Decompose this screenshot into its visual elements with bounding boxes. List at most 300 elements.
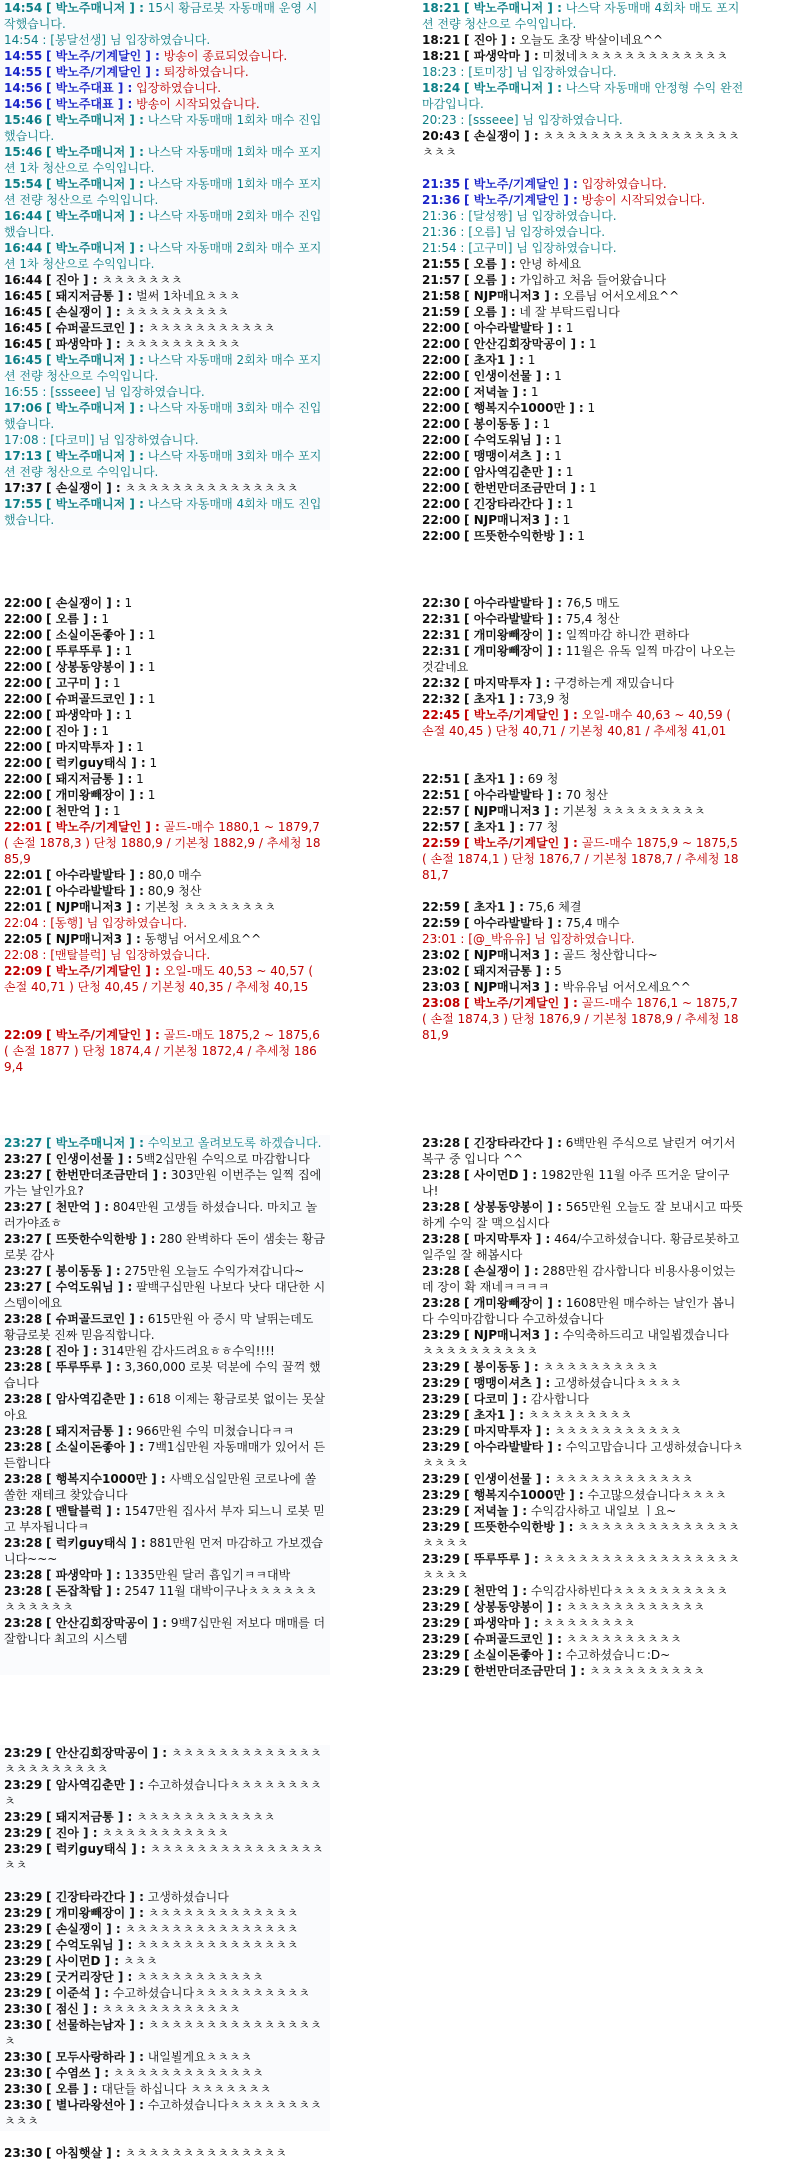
message-sender: [ 박노주/기계달인 ] :: [46, 1028, 160, 1042]
message-time: 23:27: [4, 1136, 43, 1150]
message-text: ㅊㅊㅊㅊㅊㅊㅊㅊㅊㅊㅊㅊㅊㅊ: [132, 1938, 299, 1952]
message-time: 23:29: [422, 1488, 461, 1502]
chat-message: [422, 1615, 744, 1631]
message-text: 방송이 종료되었습니다.: [159, 49, 288, 63]
message-sender: [ 마지막투자 ] :: [464, 676, 551, 690]
message-sender: [ 박노주매니저 ] :: [46, 401, 144, 415]
message-time: 23:29: [422, 1504, 461, 1518]
message-sender: [ 초자1 ] :: [464, 820, 524, 834]
chat-message: 17:08 : [다코미] 님 입장하였습니다.: [4, 433, 199, 447]
message-time: 14:56: [4, 81, 43, 95]
message-time: 23:29: [4, 1826, 43, 1840]
message-text: ㅊㅊㅊㅊㅊㅊㅊㅊㅊㅊㅊㅊ: [132, 1810, 276, 1824]
chat-message: [4, 899, 326, 915]
message-sender: [ 이준석 ] :: [46, 1986, 110, 2000]
message-sender: [ 맨탈블럭 ] :: [46, 1504, 121, 1518]
message-sender: [ 마지막투자 ] :: [464, 1424, 551, 1438]
chat-message: [4, 1359, 326, 1391]
chat-message: [422, 1407, 744, 1423]
chat-message: [4, 1583, 326, 1615]
chat-message: [422, 1375, 744, 1391]
chat-message: [422, 707, 744, 739]
message-time: 22:00: [4, 772, 43, 786]
chat-message: [422, 1135, 744, 1167]
message-time: 22:00: [422, 369, 461, 383]
chat-message: [4, 48, 326, 64]
chat-message: [4, 1985, 326, 2001]
message-text: 280 완벽하다 돈이 샘솟는 황금로봇 감사: [4, 1232, 325, 1262]
chat-message: [422, 1391, 744, 1407]
message-time: 23:30: [4, 2050, 43, 2064]
message-time: 22:31: [422, 612, 461, 626]
message-text: 1: [143, 692, 156, 706]
spacer: [422, 755, 744, 771]
message-time: 22:05: [4, 932, 43, 946]
chat-message: [4, 1503, 326, 1535]
chat-message: [422, 1439, 744, 1471]
message-text: 76,5 매도: [561, 596, 620, 610]
message-sender: [ 초자1 ] :: [464, 772, 524, 786]
message-time: 22:01: [4, 868, 43, 882]
message-time: 23:27: [4, 1152, 43, 1166]
message-text: ㅊㅊㅊㅊㅊㅊㅊㅊㅊㅊㅊㅊ: [97, 2002, 241, 2016]
message-time: 23:03: [422, 980, 461, 994]
message-sender: [ 박노주/기계달인 ] :: [464, 836, 578, 850]
message-time: 22:31: [422, 644, 461, 658]
message-sender: [ NJP매니저3 ] :: [46, 932, 141, 946]
message-time: 21:55: [422, 257, 461, 271]
message-text: 골드-매도 1875,2 ~ 1875,6 ( 손절 1877 ) 단청 1874,4 / 기본청 1872,4 / 추세청 1869,4: [4, 1028, 320, 1074]
message-sender: [ 박노주/기계달인 ] :: [464, 996, 578, 1010]
message-text: 1: [132, 740, 144, 754]
message-time: 23:01: [422, 932, 457, 946]
chat-message: [422, 595, 744, 611]
chat-message: [422, 1327, 744, 1359]
chat-message: [4, 1279, 326, 1311]
message-sender: [ 수억도워님 ] :: [46, 1938, 133, 1952]
message-sender: [ 뜨뜻한수익한방 ] :: [46, 1232, 156, 1246]
chat-message: [422, 512, 744, 528]
message-text: ㅊㅊㅊㅊㅊㅊㅊㅊㅊㅊㅊ: [550, 1424, 682, 1438]
chat-message: [422, 643, 744, 675]
message-sender: [ 굿거리장단 ] :: [46, 1970, 133, 1984]
message-sender: [ 소실이돈좋아 ] :: [46, 1440, 144, 1454]
message-text: 고생하셨습니다: [143, 1890, 229, 1904]
message-time: 22:00: [422, 321, 461, 335]
message-sender: [ 초자1 ] :: [464, 900, 524, 914]
message-text: 방송이 시작되었습니다.: [132, 97, 260, 111]
chat-message: [4, 739, 326, 755]
chat-message: [422, 1631, 744, 1647]
message-sender: [ 천만억 ] :: [46, 1200, 110, 1214]
message-sender: [ 뜨뜻한수익한방 ] :: [464, 529, 574, 543]
chat-message: [4, 643, 326, 659]
chat-message: 20:23 : [ssseee] 님 입장하였습니다.: [422, 113, 623, 127]
chat-message: [422, 1663, 744, 1679]
chat-message: [422, 1647, 744, 1663]
message-text: 입장하였습니다.: [577, 177, 667, 191]
chat-message: [422, 528, 744, 544]
message-text: ㅊㅊㅊㅊㅊㅊㅊㅊㅊㅊ: [538, 1360, 659, 1374]
message-text: ㅊㅊㅊㅊㅊㅊㅊㅊㅊㅊ: [120, 337, 241, 351]
message-sender: [ NJP매니저3 ] :: [464, 1328, 559, 1342]
message-sender: [ 봉이동동 ] :: [464, 1360, 539, 1374]
message-sender: [ 안산김회장막공이 ] :: [464, 337, 586, 351]
message-sender: [ 맹맹이셔츠 ] :: [464, 1376, 551, 1390]
message-sender: [ 손실쟁이 ] :: [46, 481, 121, 495]
chat-message: [422, 835, 744, 883]
message-sender: [ 긴장타라간다 ] :: [464, 1136, 562, 1150]
message-sender: [ 박노주매니저 ] :: [46, 113, 144, 127]
message-time: 22:00: [422, 337, 461, 351]
message-text: 1: [109, 676, 121, 690]
chat-message: [422, 128, 744, 160]
message-text: 11월은 유독 일찍 마감이 나오는것같네요: [422, 644, 736, 674]
message-text: 안녕 하세요: [515, 257, 582, 271]
message-text: 1: [561, 465, 574, 479]
chat-message: [4, 931, 326, 947]
chat-message: [4, 1343, 326, 1359]
message-text: 1: [120, 644, 133, 658]
message-text: 고생하셨습니다ㅊㅊㅊㅊ: [550, 1376, 682, 1390]
message-text: 1: [561, 497, 574, 511]
chat-message: [4, 1151, 326, 1167]
chat-panel-5: [0, 1135, 330, 1675]
message-sender: [ 진아 ] :: [46, 1826, 98, 1840]
message-text: 73,9 청: [523, 692, 570, 706]
message-sender: [ 뚜루뚜루 ] :: [46, 644, 121, 658]
message-text: 감사합니다: [527, 1392, 589, 1406]
message-sender: [ 아수라발발타 ] :: [46, 884, 144, 898]
chat-message: 21:54 : [고구미] 님 입장하였습니다.: [422, 241, 617, 255]
message-time: 22:00: [4, 676, 43, 690]
message-text: 1: [538, 417, 551, 431]
message-sender: [ 파생악마 ] :: [46, 337, 121, 351]
message-text: 기본청 ㅊㅊㅊㅊㅊㅊㅊㅊ: [140, 900, 276, 914]
message-time: 22:30: [422, 596, 461, 610]
message-time: 22:00: [4, 612, 43, 626]
message-time: 22:57: [422, 804, 461, 818]
message-time: 23:28: [4, 1616, 43, 1630]
message-time: 23:29: [422, 1408, 461, 1422]
message-time: 22:00: [422, 433, 461, 447]
message-sender: [ 박노주대표 ] :: [46, 81, 133, 95]
message-text: 나스닥 자동매매 4회차 매도 포지션 전량 청산으로 수익입니다.: [422, 1, 740, 31]
message-time: 23:28: [422, 1296, 461, 1310]
message-time: 23:29: [422, 1664, 461, 1678]
chat-message: [4, 1745, 326, 1777]
message-text: 80,9 청산: [143, 884, 202, 898]
message-time: 22:04: [4, 916, 39, 930]
chat-panel-3: [0, 595, 330, 1085]
message-time: 23:28: [4, 1568, 43, 1582]
message-text: 1: [143, 788, 156, 802]
chat-message: [4, 611, 326, 627]
chat-message: [422, 48, 744, 64]
message-text: 나스닥 자동매매 2회차 매수 포지션 전량 청산으로 수익입니다.: [4, 353, 322, 383]
message-sender: [ 박노주대표 ] :: [46, 97, 133, 111]
message-time: 23:28: [4, 1344, 43, 1358]
message-text: 618 이제는 황금로봇 없이는 못살아요: [4, 1392, 325, 1422]
message-time: 23:29: [4, 1954, 43, 1968]
message-text: 수익축하드리고 내일뵙겠습니다 ㅊㅊㅊㅊㅊㅊㅊㅊㅊㅊ: [422, 1328, 729, 1358]
chat-message: [4, 867, 326, 883]
message-time: 22:00: [4, 596, 43, 610]
message-time: 23:28: [4, 1504, 43, 1518]
chat-message: [422, 803, 744, 819]
message-sender: [ 초자1 ] :: [464, 353, 524, 367]
chat-message: [4, 883, 326, 899]
message-text: 오일-매수 40,63 ~ 40,59 ( 손절 40,45 ) 단청 40,71 / 기본청 40,81 / 추세청 41,01: [422, 708, 732, 738]
message-sender: [ 개미왕빼장이 ] :: [464, 628, 562, 642]
message-text: 1: [561, 321, 574, 335]
message-time: 16:45: [4, 321, 43, 335]
chat-message: [4, 1423, 326, 1439]
message-text: 가입하고 처음 들어왔습니다: [515, 273, 667, 287]
message-time: 16:45: [4, 289, 43, 303]
chat-message: [422, 1263, 744, 1295]
message-text: 수고하셨습니다ㅊㅊㅊㅊㅊㅊㅊㅊㅊㅊ: [109, 1986, 310, 2000]
message-time: 22:59: [422, 916, 461, 930]
message-time: 22:00: [422, 353, 461, 367]
message-sender: [ 파생악마 ] :: [464, 1616, 539, 1630]
message-sender: [ 개미왕빼장이 ] :: [46, 788, 144, 802]
chat-message: [4, 2001, 326, 2017]
chat-message: [4, 1567, 326, 1583]
message-time: 23:28: [4, 1392, 43, 1406]
message-time: 23:27: [4, 1232, 43, 1246]
chat-message: [422, 691, 744, 707]
message-sender: [ 개미왕빼장이 ] :: [464, 644, 562, 658]
message-sender: [ 소실이돈좋아 ] :: [46, 628, 144, 642]
message-text: 1: [120, 708, 133, 722]
chat-message: [422, 496, 744, 512]
message-sender: [ 럭키guy태식 ] :: [46, 1536, 146, 1550]
chat-message: [4, 803, 326, 819]
message-text: 1608만원 매수하는 날인가 봅니다 수익마감합니다 수고하셨습니다: [422, 1296, 736, 1326]
message-text: 골드-매수 1880,1 ~ 1879,7 ( 손절 1878,3 ) 단청 1880,9 / 기본청 1882,9 / 추세청 1885,9: [4, 820, 321, 866]
message-time: 18:23: [422, 65, 457, 79]
chat-message: [422, 336, 744, 352]
message-sender: [ 슈퍼골드코인 ] :: [46, 321, 144, 335]
spacer: [4, 1873, 326, 1889]
chat-message: [4, 787, 326, 803]
message-text: 골드 청산합니다~: [558, 948, 658, 962]
chat-message: [422, 432, 744, 448]
chat-message: [4, 2145, 326, 2161]
message-text: 네 잘 부탁드립니다: [515, 305, 620, 319]
message-sender: [ 박노주/기계달인 ] :: [464, 708, 578, 722]
chat-message: [4, 1777, 326, 1809]
chat-message: [422, 1359, 744, 1375]
spacer: [4, 2129, 326, 2145]
message-sender: [ 행복지수1000만 ] :: [464, 401, 584, 415]
message-text: ㅊㅊㅊ: [119, 1954, 158, 1968]
message-time: 20:23: [422, 113, 457, 127]
message-time: 23:29: [422, 1392, 461, 1406]
message-sender: [ 고구미 ] :: [46, 676, 110, 690]
chat-message: 22:04 : [동행] 님 입장하였습니다.: [4, 916, 188, 930]
message-text: 1: [120, 596, 133, 610]
message-time: 16:45: [4, 353, 43, 367]
message-sender: [ 박노주/기계달인 ] :: [464, 193, 578, 207]
message-sender: [ 뜨뜻한수익한방 ] :: [464, 1520, 574, 1534]
message-sender: [ 손실쟁이 ] :: [464, 129, 539, 143]
chat-message: [422, 1503, 744, 1519]
chat-message: [4, 1199, 326, 1231]
message-time: 22:00: [4, 692, 43, 706]
message-time: 23:30: [4, 2018, 43, 2032]
message-time: 23:30: [4, 2146, 43, 2160]
chat-message: [4, 1809, 326, 1825]
message-sender: [ 박노주/기계달인 ] :: [46, 820, 160, 834]
chat-message: [422, 787, 744, 803]
message-sender: [ 박노주/기계달인 ] :: [46, 964, 160, 978]
chat-message: 23:01 : [@_박유유] 님 입장하였습니다.: [422, 932, 635, 946]
chat-message: 21:36 : [오름] 님 입장하였습니다.: [422, 225, 606, 239]
chat-message: [4, 1027, 326, 1075]
message-sender: [ 긴장타라간다 ] :: [46, 1890, 144, 1904]
chat-message: [422, 464, 744, 480]
message-text: 1335만원 달러 흡입기ㅋㅋ대박: [120, 1568, 291, 1582]
chat-message: [422, 979, 744, 995]
message-time: 23:29: [422, 1328, 461, 1342]
message-text: 1: [523, 353, 536, 367]
message-text: ㅊㅊㅊㅊㅊㅊㅊㅊㅊㅊㅊ: [132, 1970, 264, 1984]
message-text: 966만원 수익 미쳤습니다ㅋㅋ: [132, 1424, 295, 1438]
message-time: 23:29: [4, 1906, 43, 1920]
message-text: 1: [583, 401, 596, 415]
message-sender: [ 박노주매니저 ] :: [46, 449, 144, 463]
chat-message: [422, 819, 744, 835]
message-text: ㅊㅊㅊㅊㅊㅊㅊㅊㅊㅊㅊㅊㅊㅊㅊ: [120, 481, 299, 495]
chat-message: [422, 384, 744, 400]
message-sender: [ 점신 ] :: [46, 2002, 98, 2016]
message-text: 입장하였습니다.: [132, 81, 222, 95]
message-text: 나스닥 자동매매 2회차 매수 포지션 1차 청산으로 수익입니다.: [4, 241, 322, 271]
message-time: 23:28: [4, 1360, 43, 1374]
message-text: 골드-매수 1875,9 ~ 1875,5 ( 손절 1874,1 ) 단청 1876,7 / 기본청 1878,7 / 추세청 1881,7: [422, 836, 739, 882]
message-sender: [ 오름 ] :: [464, 273, 516, 287]
message-sender: [ 진아 ] :: [46, 273, 98, 287]
message-sender: [ 오름 ] :: [464, 305, 516, 319]
message-time: 22:00: [422, 465, 461, 479]
spacer: [422, 160, 744, 176]
message-time: 22:08: [4, 948, 39, 962]
message-text: ㅊㅊㅊㅊㅊㅊㅊㅊㅊㅊㅊㅊㅊㅊ: [120, 2146, 287, 2160]
message-text: 1: [550, 369, 562, 383]
chat-message: [422, 1423, 744, 1439]
message-time: 21:35: [422, 177, 461, 191]
message-time: 18:21: [422, 49, 461, 63]
message-time: 23:29: [422, 1440, 461, 1454]
message-text: ㅊㅊㅊㅊㅊㅊㅊㅊ: [538, 1616, 636, 1630]
message-text: 수익감사하빈다ㅊㅊㅊㅊㅊㅊㅊㅊㅊㅊ: [527, 1584, 728, 1598]
message-sender: [ 봉이동동 ] :: [46, 1264, 121, 1278]
chat-message: [4, 627, 326, 643]
message-text: 77 청: [523, 820, 559, 834]
message-time: 22:09: [4, 1028, 43, 1042]
chat-message: [4, 112, 326, 144]
message-time: 21:57: [422, 273, 461, 287]
message-sender: [ 초자1 ] :: [464, 1408, 524, 1422]
message-time: 23:29: [4, 1938, 43, 1952]
spacer: [4, 1011, 326, 1027]
chat-message: [422, 1295, 744, 1327]
chat-message: [422, 480, 744, 496]
message-sender: [ 사이먼D ] :: [46, 1954, 120, 1968]
message-text: 퇴장하였습니다.: [159, 65, 249, 79]
message-text: 1982만원 11월 아주 뜨거운 달이구나!: [422, 1168, 730, 1198]
chat-message: [422, 915, 744, 931]
message-sender: [ 맹맹이셔츠 ] :: [464, 449, 551, 463]
message-sender: [ NJP매니저3 ] :: [464, 980, 559, 994]
message-text: ㅊㅊㅊㅊㅊㅊㅊㅊㅊㅊㅊㅊㅊ: [109, 2066, 264, 2080]
message-time: 22:00: [4, 660, 43, 674]
message-text: ㅊㅊㅊㅊㅊㅊㅊㅊㅊㅊ: [561, 1632, 682, 1646]
chat-message: [4, 691, 326, 707]
message-time: 23:02: [422, 948, 461, 962]
message-sender: [ 돈잡착탑 ] :: [46, 1584, 121, 1598]
message-time: 23:29: [422, 1552, 461, 1566]
message-text: [오름] 님 입장하였습니다.: [468, 225, 606, 239]
message-text: 75,6 체결: [523, 900, 582, 914]
message-sender: [ 진아 ] :: [46, 724, 98, 738]
chat-message: 21:36 : [달성짱] 님 입장하였습니다.: [422, 209, 617, 223]
message-sender: [ 아침햇살 ] :: [46, 2146, 121, 2160]
chat-message: [4, 659, 326, 675]
chat-message: [4, 1311, 326, 1343]
message-time: 22:00: [422, 497, 461, 511]
message-time: 23:27: [4, 1200, 43, 1214]
chat-message: [4, 336, 326, 352]
message-time: 22:01: [4, 820, 43, 834]
chat-message: [4, 1953, 326, 1969]
message-time: 16:45: [4, 305, 43, 319]
message-sender: [ 별나라왕선아 ] :: [46, 2098, 144, 2112]
message-sender: [ 박노주매니저 ] :: [46, 353, 144, 367]
message-time: 23:29: [4, 1986, 43, 2000]
chat-message: [4, 1905, 326, 1921]
chat-message: [4, 2097, 326, 2129]
message-text: 1: [550, 433, 562, 447]
chat-message: [422, 995, 744, 1043]
message-time: 23:29: [422, 1360, 461, 1374]
message-text: 골드-매수 1876,1 ~ 1875,7 ( 손절 1874,3 ) 단청 1876,9 / 기본청 1878,9 / 추세청 1881,9: [422, 996, 739, 1042]
message-sender: [ 돼지저금통 ] :: [46, 1424, 133, 1438]
message-sender: [ 박노주매니저 ] :: [46, 177, 144, 191]
message-text: 565만원 오늘도 잘 보내시고 따뜻하게 수익 잘 맥으십시다: [422, 1200, 743, 1230]
message-text: 사백오십일만원 코로나에 쏠쏠한 재테크 찾았습니다: [4, 1472, 317, 1502]
message-sender: [ 천만억 ] :: [46, 804, 110, 818]
message-text: [@_박유유] 님 입장하였습니다.: [468, 932, 635, 946]
message-sender: [ 럭키guy태식 ] :: [46, 1842, 146, 1856]
message-sender: [ 슈퍼골드코인 ] :: [46, 1312, 144, 1326]
chat-message: [422, 416, 744, 432]
message-text: 275만원 오늘도 수익가져갑니다~: [120, 1264, 305, 1278]
chat-message: [4, 64, 326, 80]
message-text: 팔백구십만원 나보다 낫다 대단한 시스템이에요: [4, 1280, 326, 1310]
message-text: 881만원 먼저 마감하고 가보겠습니다~~~: [4, 1536, 323, 1566]
message-text: 미쳤네ㅊㅊㅊㅊㅊㅊㅊㅊㅊㅊㅊㅊㅊ: [538, 49, 728, 63]
message-sender: [ 뚜루뚜루 ] :: [46, 1360, 121, 1374]
chat-message: [4, 755, 326, 771]
chat-message: [4, 400, 326, 432]
chat-message: [422, 320, 744, 336]
message-sender: [ 파생악마 ] :: [464, 49, 539, 63]
chat-message: [422, 771, 744, 787]
chat-panel-2: [418, 0, 748, 543]
